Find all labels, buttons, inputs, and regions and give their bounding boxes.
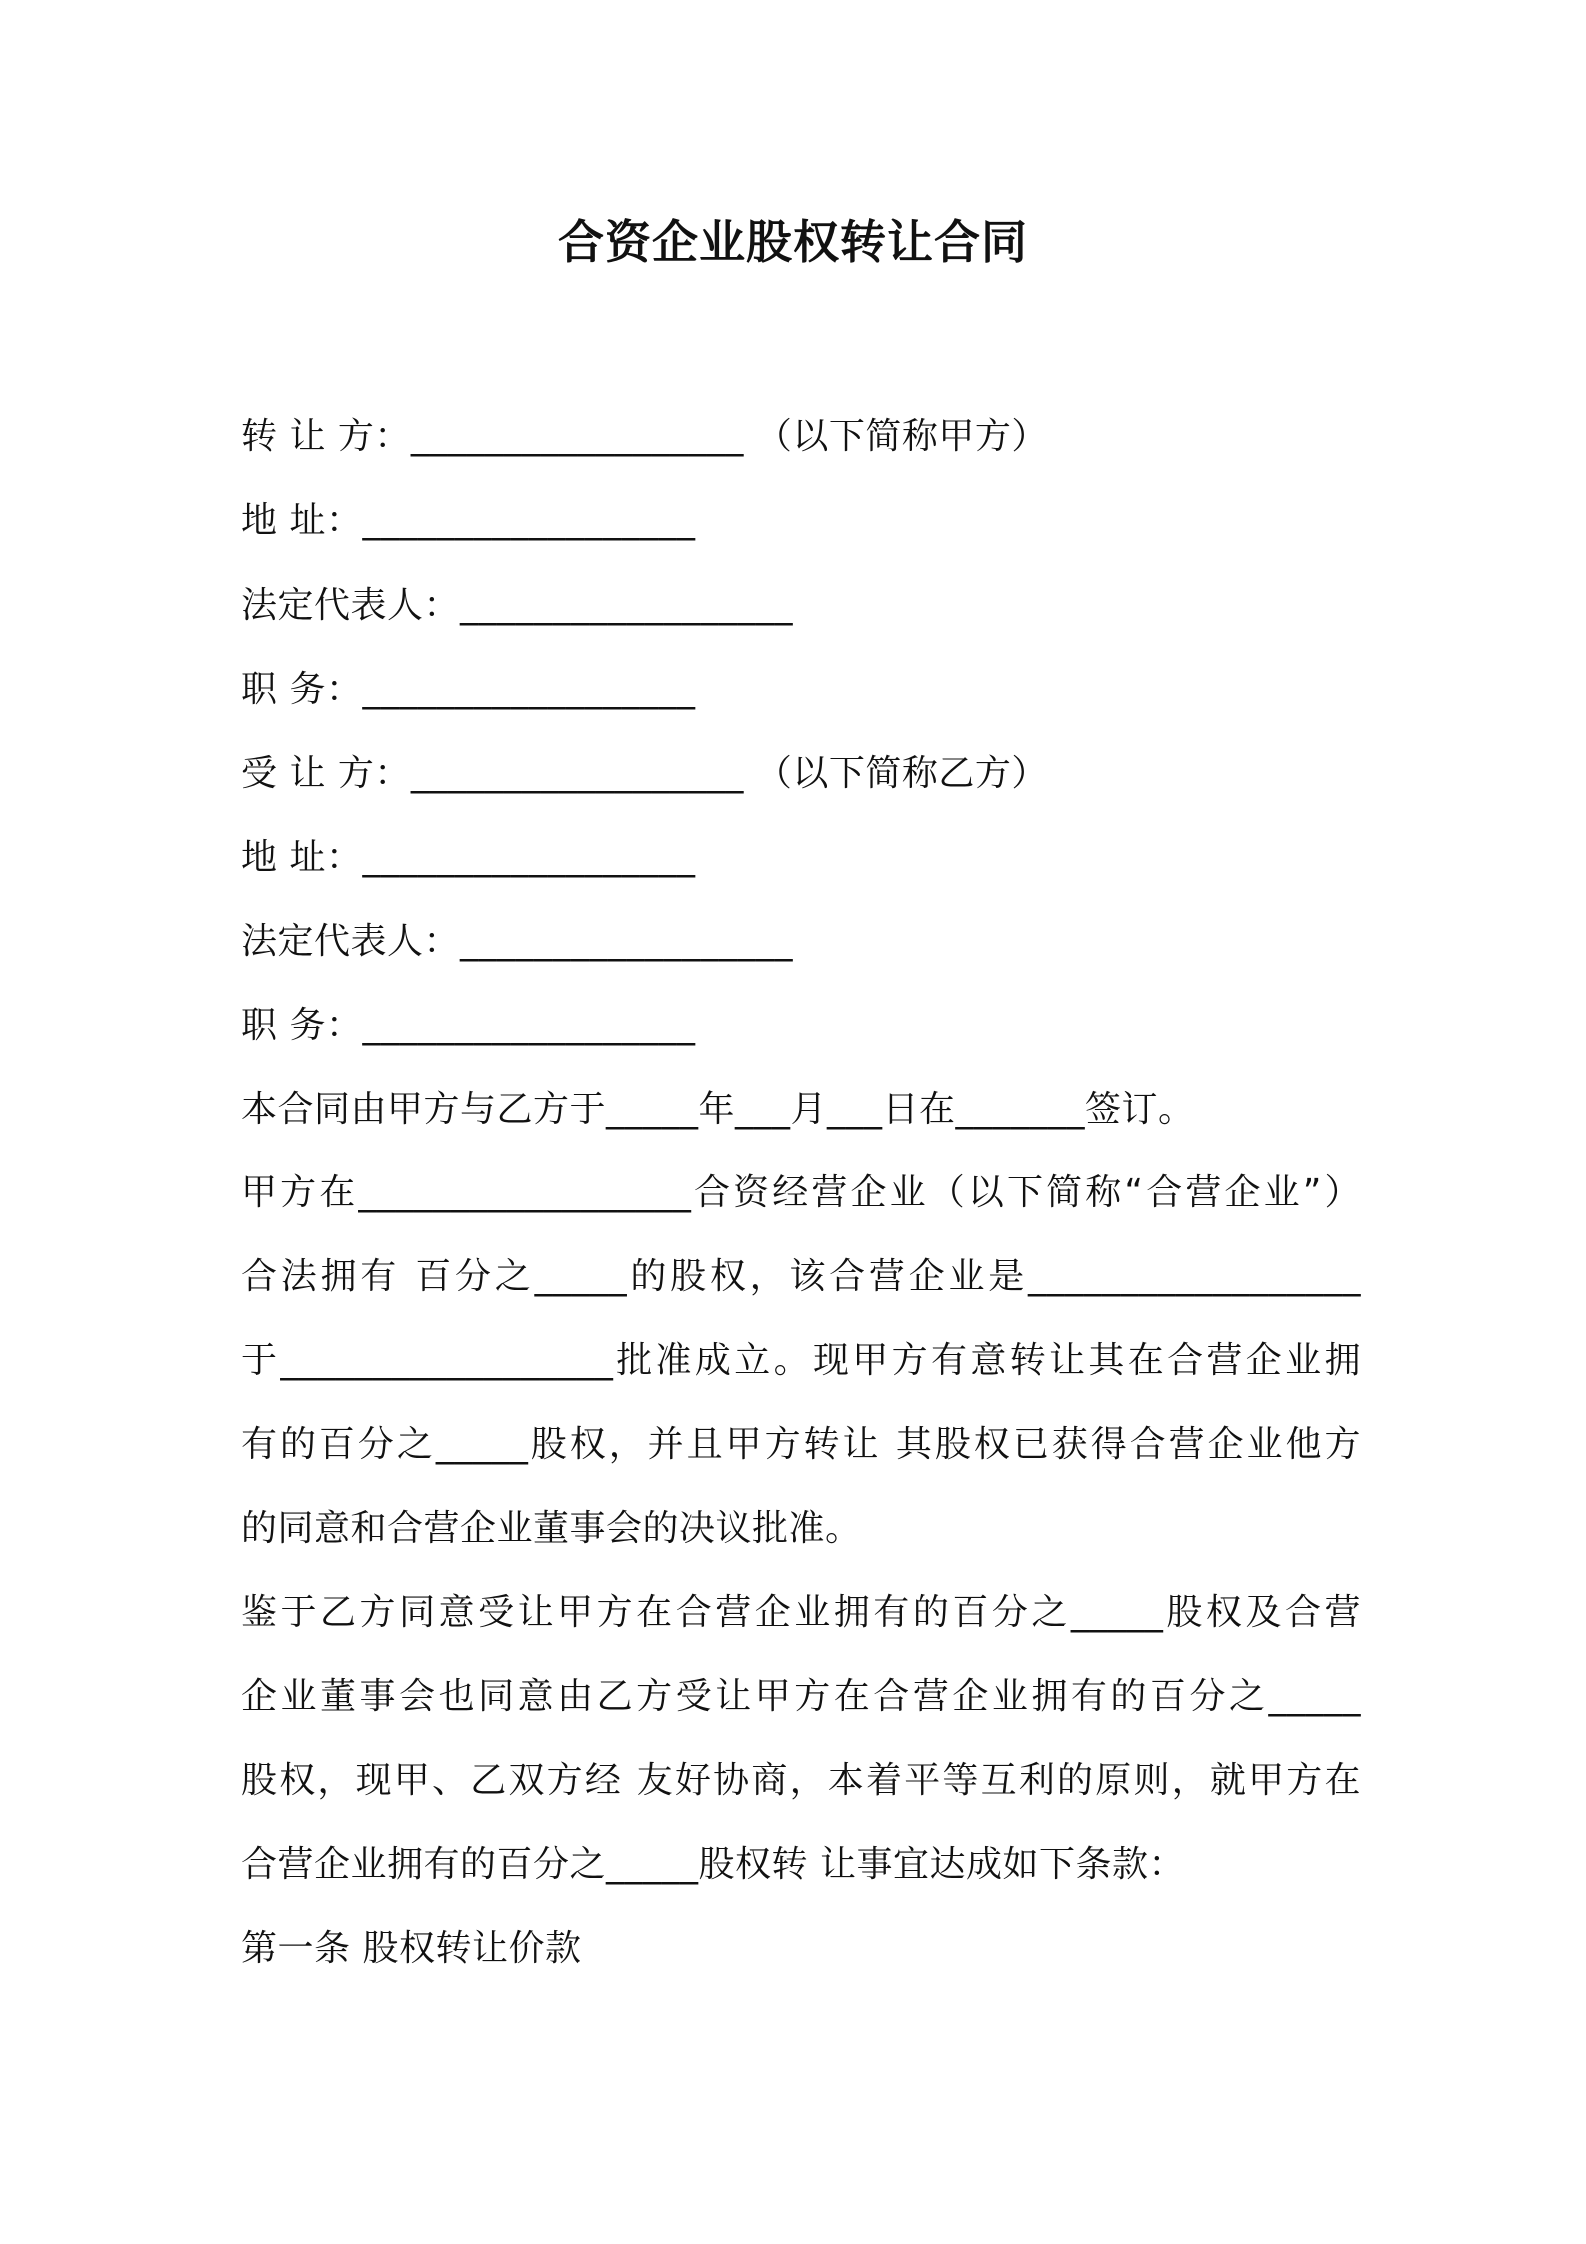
paragraph-line: 企业董事会也同意由乙方受让甲方在合营企业拥有的百分之_____	[241, 1676, 1361, 1717]
party-a-name-line: 转 让 方：__________________ （以下简称甲方）	[241, 416, 1048, 457]
party-b-name-line: 受 让 方：__________________ （以下简称乙方）	[241, 753, 1048, 794]
party-b-address-line: 地 址：__________________	[241, 837, 696, 878]
paragraph-line: 于__________________批准成立。现甲方有意转让其在合营企业拥	[241, 1340, 1361, 1381]
party-a-address-line: 地 址：__________________	[241, 500, 696, 541]
paragraph-line: 股权，现甲、乙双方经 友好协商，本着平等互利的原则，就甲方在	[241, 1760, 1361, 1801]
signing-date-line: 本合同由甲方与乙方于_____年___月___日在_______签订。	[241, 1089, 1195, 1130]
document-title: 合资企业股权转让合同	[558, 215, 1028, 269]
article-heading: 第一条 股权转让价款	[241, 1928, 582, 1969]
paragraph-line: 的同意和合营企业董事会的决议批准。	[241, 1508, 862, 1549]
paragraph-line: 合法拥有 百分之_____的股权，该合营企业是__________________	[241, 1256, 1361, 1297]
paragraph-line: 合营企业拥有的百分之_____股权转 让事宜达成如下条款：	[241, 1844, 1185, 1885]
paragraph-line: 甲方在__________________合资经营企业（以下简称“合营企业”）	[241, 1172, 1361, 1213]
party-b-legal-rep-line: 法定代表人：__________________	[241, 921, 794, 962]
paragraph-line: 有的百分之_____股权，并且甲方转让 其股权已获得合营企业他方	[241, 1424, 1361, 1465]
party-a-legal-rep-line: 法定代表人：__________________	[241, 585, 794, 626]
party-a-position-line: 职 务：__________________	[241, 669, 696, 710]
party-b-position-line: 职 务：__________________	[241, 1005, 696, 1046]
paragraph-line: 鉴于乙方同意受让甲方在合营企业拥有的百分之_____股权及合营	[241, 1592, 1361, 1633]
